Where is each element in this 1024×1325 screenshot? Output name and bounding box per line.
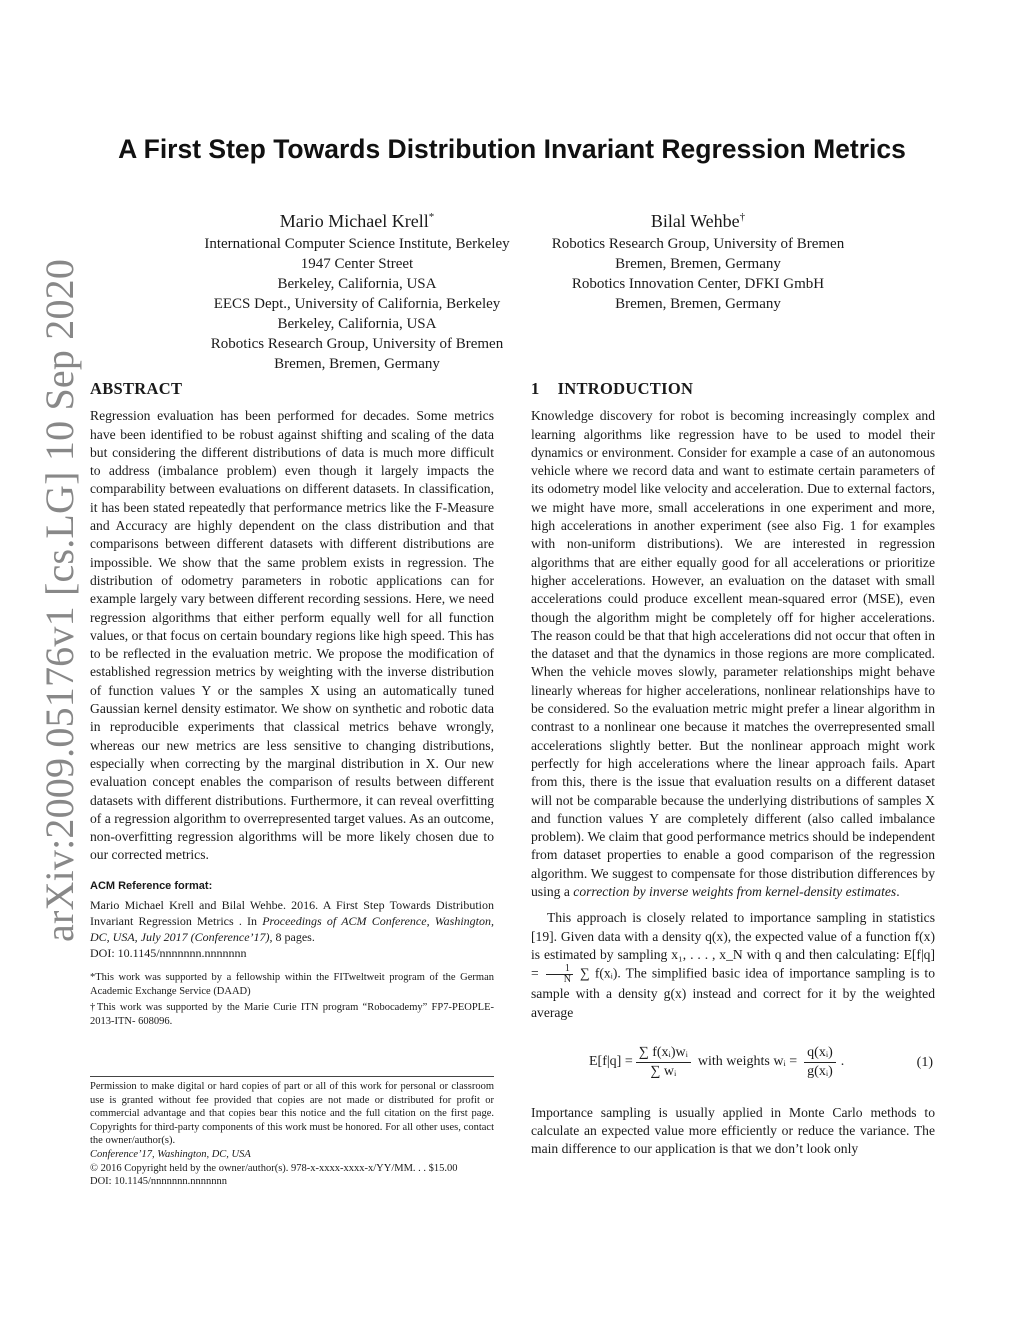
affiliation-line: 1947 Center Street: [300, 256, 414, 272]
section-number: 1: [531, 379, 540, 398]
equation-fraction: $\frac{\text{∑ f(xᵢ)wᵢ}}{\text{∑ wᵢ}}$: [636, 1044, 691, 1081]
equation-lhs: E[f|q] =: [589, 1054, 633, 1070]
footnote: †This work was supported by the Marie Curie ITN program “Robocademy” FP7-PEOPLE-2013-ITN- 608096.: [90, 1002, 494, 1028]
equation-mid: with weights wᵢ =: [697, 1054, 798, 1070]
intro-paragraph-1: Knowledge discovery for robot is becoming increasingly complex and learning algorithms like regression have to be used to model their dynamics or environment. Consider for example a case of an autonomous vehicle where we record data and want to estimate certain parameters of its odometry model like velocity and acceleration. Due to external factors, we might have more, small accelerations in one experiment and more, high accelerations in another experiment (see also Fig. 1 for examples with non-uniform distributions). We are interested in regression algorithms that are either equally good for all accelerations or prioritize higher accelerations. However, an evaluation on the dataset with small accelerations could produce excellent mean-squared error (MSE), even though the algorithm might be completely off for higher accelerations. The reason could be that that high accelerations did not occur that often in the dataset and that the dynamics in those regions are more complicated. When the vehicle moves slowly, parameter relationships might behave linearly whereas for higher accelerations, nonlinear relationships have to be considered. So the evaluation metric might prefer a linear algorithm in contrast to a nonlinear one because it matches the overrepresented small accelerations slightly better. But the nonlinear approach might work perfectly for high accelerations where the linear approach fails. Apart from this, there is the issue that evaluation results on a different dataset will not be comparable because the underlying distributions of samples X and function values Y are completely different (also called imbalance problem). We claim that good performance metrics should be independent from dataset properties to enable a good comparison of the regression algorithm. We suggest to compensate for those distribution differences by using a correction by inverse weights from kernel-density estimates.: [531, 408, 935, 900]
left-column: [90, 380, 494, 1029]
intro-paragraph-2: This approach is closely related to importance sampling in statistics [19]. Given data with a density q(x), the expected value of a function f(x) is estimated by sampling x₁, . . . , x_N with q and then calculating: E[f|q] = $\frac{1}{N}$ ∑ f(xᵢ). The simplified basic idea of importance sampling is to sample with a density g(x) instead and correct for it by the weighted average: [531, 910, 935, 1020]
equation-1: E[f|q] = $\frac{\text{∑ f(xᵢ)wᵢ}}{\text{∑ wᵢ}}$ with weights wᵢ = $\frac{\text{q(xᵢ)}}{\text{g(xᵢ)}}$ . (1): [589, 1044, 933, 1079]
author-name: Bilal Wehbe†: [650, 211, 746, 231]
introduction-heading: 1 INTRODUCTION: [531, 379, 694, 398]
author-block-wehbe: [480, 204, 916, 314]
emphasis-text: correction by inverse weights from kernel-density estimates: [573, 884, 897, 900]
affiliation-line: Bremen, Bremen, Germany: [274, 356, 440, 372]
acm-reference-text: Mario Michael Krell and Bilal Wehbe. 2016. A First Step Towards Distribution Invariant Regression Metrics . In Proceedings of ACM Conference, Washington, DC, USA, July 2017 (Conference’17), 8 pages. DOI: 10.1145/nnnnnnn.nnnnnnn: [90, 898, 494, 961]
affiliation-line: Robotics Innovation Center, DFKI GmbH: [571, 276, 825, 292]
author-name: Mario Michael Krell*: [279, 211, 435, 231]
acm-doi: DOI: 10.1145/nnnnnnn.nnnnnnn: [90, 946, 247, 961]
permission-doi: DOI: 10.1145/nnnnnnn.nnnnnnn: [90, 1176, 227, 1188]
intro-paragraph-3: Importance sampling is usually applied in Monte Carlo methods to calculate an expected value more efficiently or reduce the variance. The main difference to our application is that we don’t look only: [531, 1104, 935, 1157]
affiliation-line: International Computer Science Institute, Berkeley: [204, 236, 510, 252]
right-column: [531, 380, 935, 1159]
author-mark: *: [428, 211, 435, 223]
inline-fraction: $\frac{1}{N}$: [545, 964, 574, 985]
affiliation-line: Bremen, Bremen, Germany: [615, 256, 781, 272]
footnote: *This work was supported by a fellowship within the FITweltweit program of the German Academic Exchange Service (DAAD): [90, 972, 494, 998]
copyright-line: © 2016 Copyright held by the owner/author(s). 978-x-xxxx-xxxx-x/YY/MM. . . $15.00: [90, 1162, 458, 1174]
paper-title: A First Step Towards Distribution Invariant Regression Metrics: [118, 134, 906, 164]
conference-line: Conference’17, Washington, DC, USA: [90, 1148, 251, 1160]
affiliation-line: Berkeley, California, USA: [277, 276, 437, 292]
permission-block: [90, 1076, 494, 1189]
equation-weight-fraction: $\frac{\text{q(xᵢ)}}{\text{g(xᵢ)}}$: [804, 1044, 836, 1081]
abstract-text: Regression evaluation has been performed for decades. Some metrics have been identified to be robust against shifting and scaling of the data but considering the different distributions of data is much more difficult to address (imbalance problem) even though it largely impacts the comparability between evaluations on different datasets. In classification, it has been stated repeatedly that performance metrics like the F-Measure and Accuracy are highly dependent on the class distribution and that comparisons between different datasets with different distributions are impossible. We show that the same problem exists in regression. The distribution of odometry parameters in robotic applications can for example largely vary between different recording sessions. Here, we need regression algorithms that either perform equally well for all function values, or that focus on certain boundary regions like high speed. This has to be reflected in the evaluation metric. We propose the modification of established regression metrics by weighting with the inverse distribution of function values Y or the samples X using an automatically tuned Gaussian kernel density estimator. We show on synthetic and robotic data in reproducible experiments that classical metrics behave wrongly, whereas our new metrics are less sensitive to changing distributions, especially when correcting by the marginal distribution in X. Our new evaluation concept enables the comparison of results between different datasets with different distributions. Furthermore, it can reveal overfitting of a regression algorithm to overrepresented target values. As an outcome, non-overfitting regression algorithms will be more likely chosen due to our corrected metrics.: [90, 408, 494, 863]
affiliation-line: Robotics Research Group, University of Bremen: [210, 336, 504, 352]
affiliation-line: Berkeley, California, USA: [277, 316, 437, 332]
acm-venue: Proceedings of ACM Conference, Washington, DC, USA, July 2017 (Conference’17),: [90, 914, 494, 945]
abstract-heading: ABSTRACT: [90, 379, 183, 398]
affiliation-line: EECS Dept., University of California, Berkeley: [213, 296, 501, 312]
author-mark: †: [739, 211, 746, 223]
equation-label: (1): [916, 1054, 933, 1070]
affiliation-line: Robotics Research Group, University of Bremen: [551, 236, 845, 252]
arxiv-stamp: arXiv:2009.05176v1 [cs.LG] 10 Sep 2020: [37, 258, 82, 942]
permission-text: Permission to make digital or hard copies of part or all of this work for personal or classroom use is granted without fee provided that copies are not made or distributed for profit or commercial advantage and that copies bear this notice and the full citation on the first page. Copyrights for third-party components of this work must be honored. For all other uses, contact the owner/author(s).: [90, 1081, 494, 1147]
affiliation-line: Bremen, Bremen, Germany: [615, 296, 781, 312]
acm-reference-heading: ACM Reference format:: [90, 879, 213, 892]
